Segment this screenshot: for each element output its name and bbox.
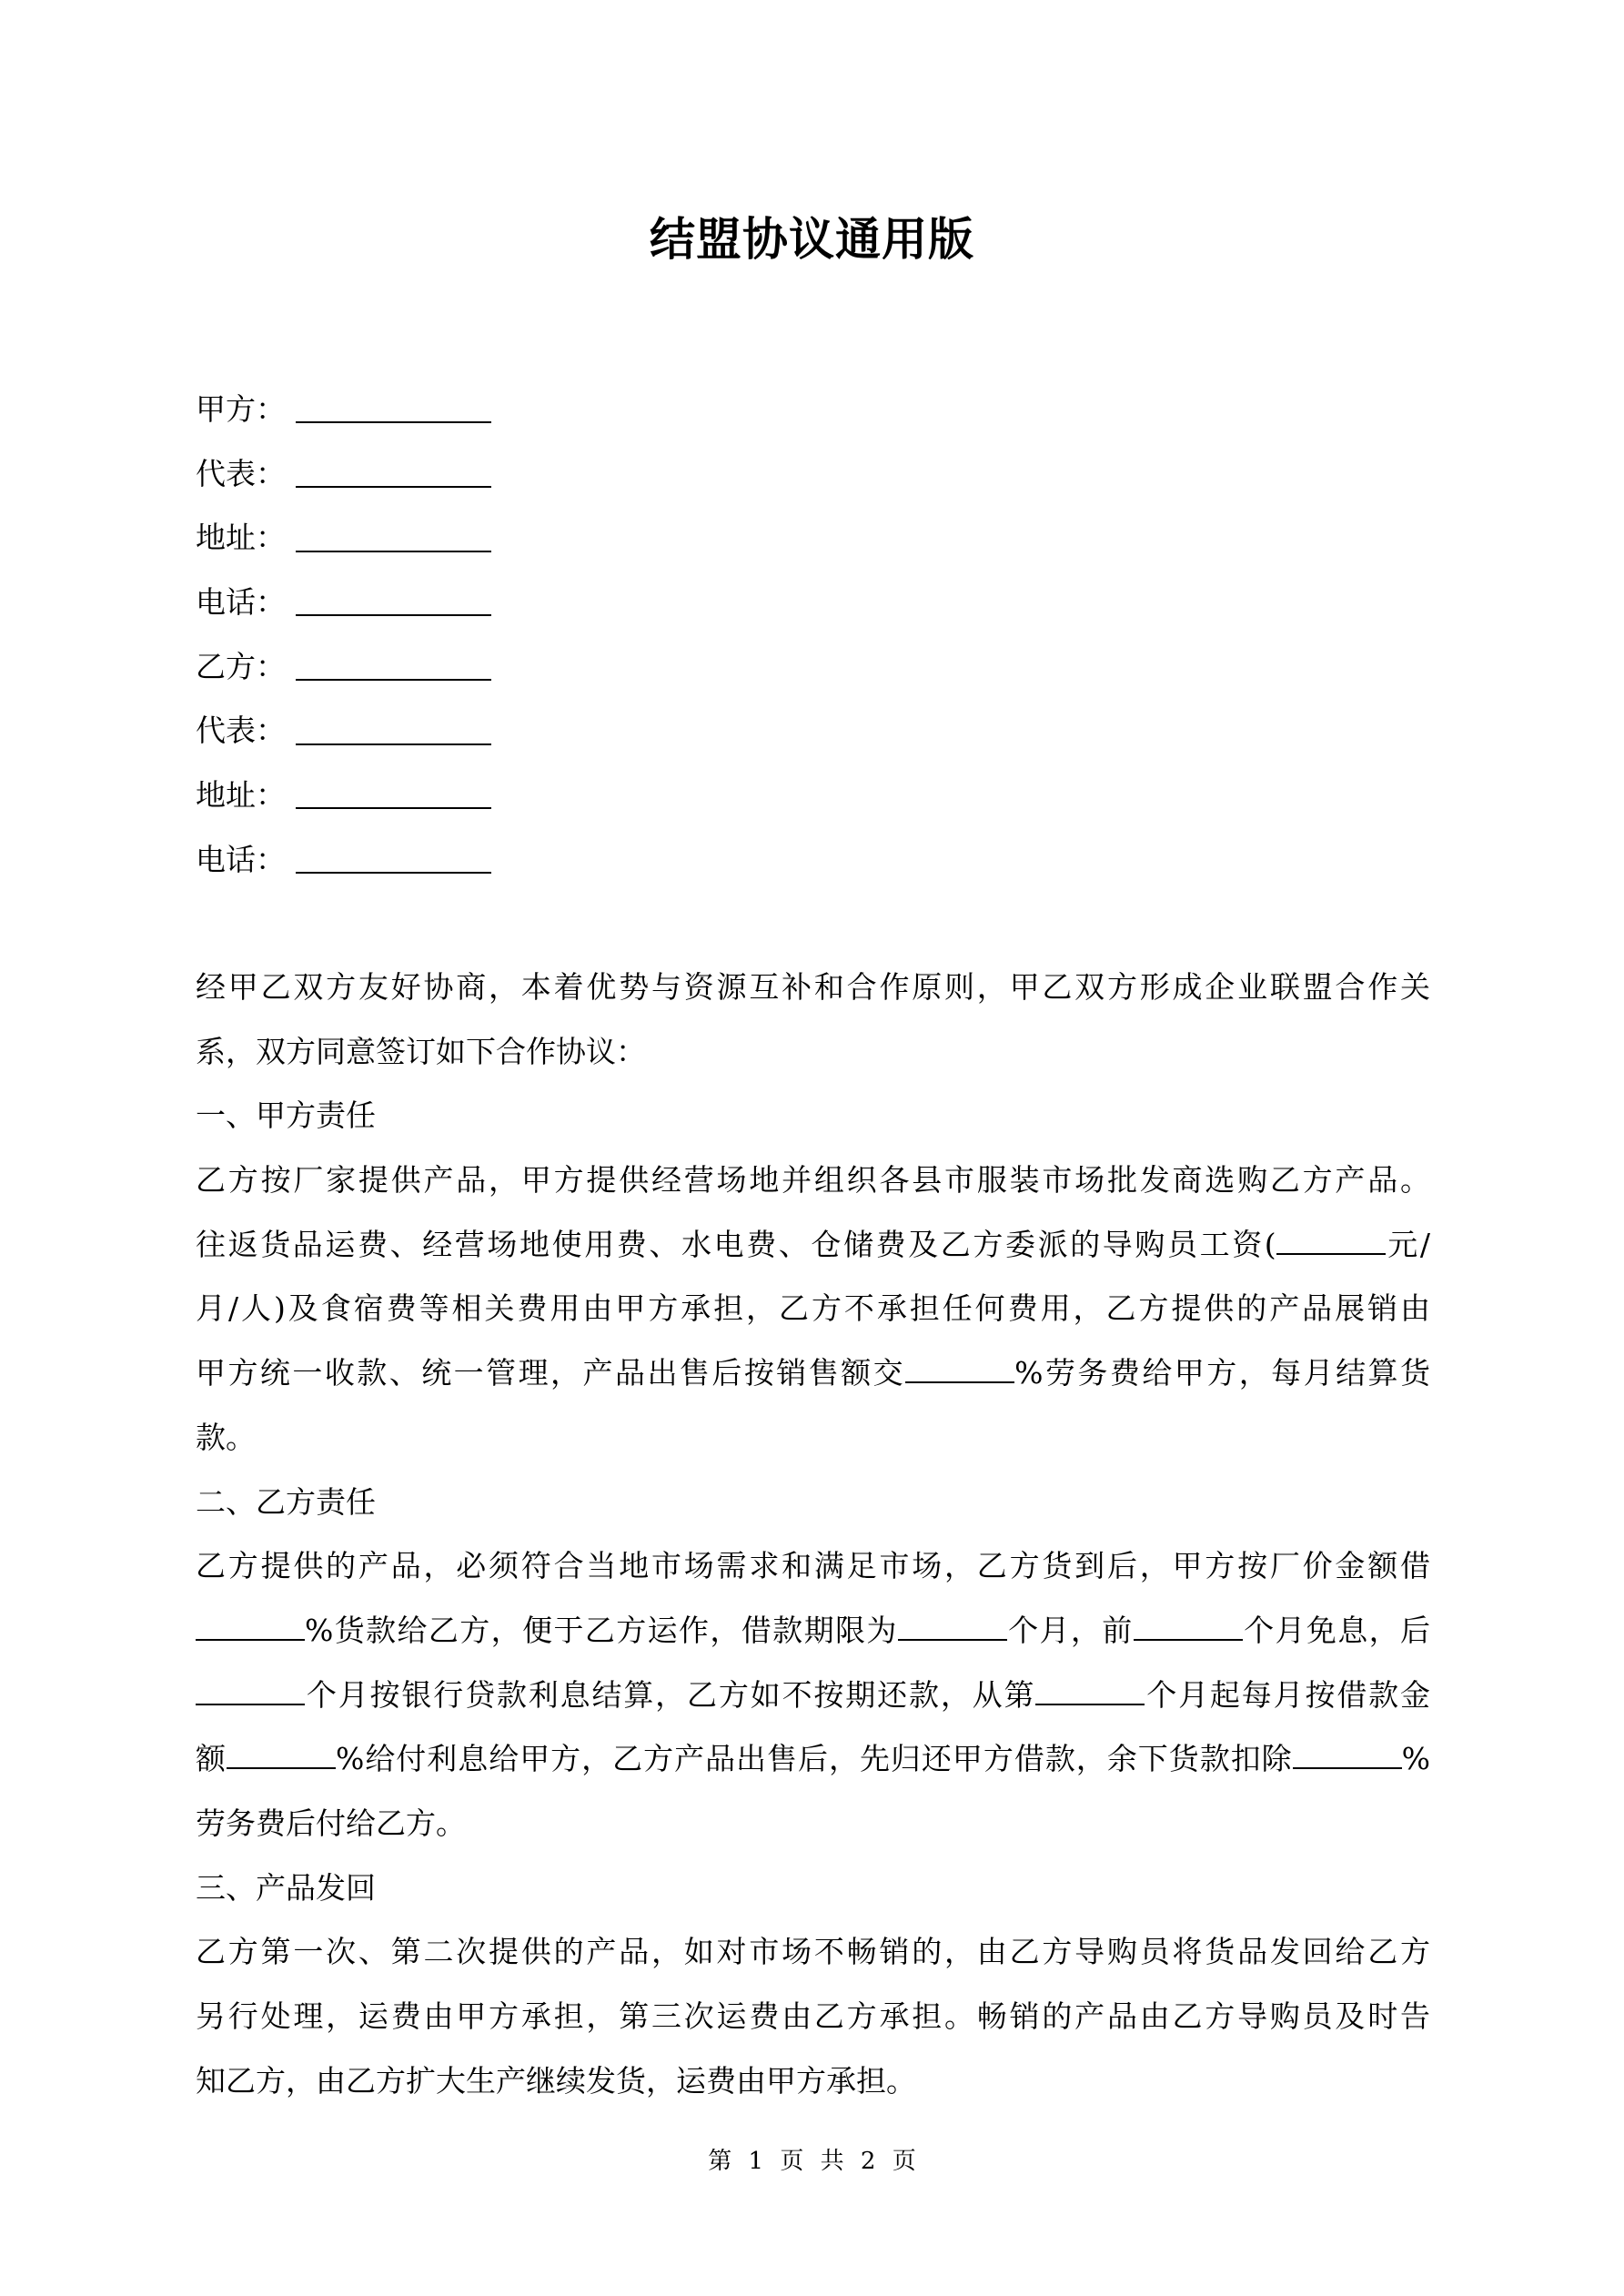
text-segment: 款。 [196, 1419, 256, 1455]
document-body [196, 956, 1430, 2113]
text-segment: 个月免息，后 [1242, 1612, 1431, 1648]
text-segment: 个月，前 [1006, 1612, 1134, 1648]
fill-in-blank[interactable] [296, 421, 491, 423]
text-line [196, 1664, 1430, 1728]
text-line [196, 1920, 1430, 1985]
text-segment: 劳务费后付给乙方。 [196, 1805, 466, 1841]
fill-in-blank[interactable] [196, 1680, 305, 1705]
party-fields [196, 378, 491, 893]
fill-in-blank[interactable] [1276, 1229, 1386, 1255]
field-label: 乙方： [196, 648, 286, 684]
field-label: 电话： [196, 841, 286, 877]
text-segment: %给付利息给甲方，乙方产品出售后，先归还甲方借款，余下货款扣除 [335, 1741, 1293, 1777]
fill-in-blank[interactable] [898, 1615, 1007, 1641]
fill-in-blank[interactable] [905, 1358, 1014, 1383]
party-field [196, 571, 491, 635]
text-segment: 个月按银行贷款利息结算，乙方如不按期还款，从第 [305, 1676, 1036, 1713]
text-line [196, 1341, 1430, 1406]
text-segment: 额 [196, 1741, 227, 1777]
field-label: 地址： [196, 777, 286, 814]
fill-in-blank[interactable] [296, 807, 491, 809]
party-field [196, 635, 491, 700]
party-field [196, 764, 491, 828]
text-segment: 月/人)及食宿费等相关费用由甲方承担，乙方不承担任何费用，乙方提供的产品展销由 [196, 1290, 1430, 1327]
party-field [196, 699, 491, 764]
text-line [196, 1599, 1430, 1664]
fill-in-blank[interactable] [1035, 1680, 1145, 1705]
text-segment: 乙方提供的产品，必须符合当地市场需求和满足市场，乙方货到后，甲方按厂价金额借 [196, 1548, 1430, 1584]
text-segment: 元/ [1385, 1226, 1431, 1262]
section-heading: 二、乙方责任 [196, 1483, 376, 1520]
text-segment: %货款给乙方，便于乙方运作，借款期限为 [305, 1612, 898, 1648]
text-segment: 往返货品运费、经营场地使用费、水电费、仓储费及乙方委派的导购员工资( [196, 1226, 1276, 1262]
fill-in-blank[interactable] [1293, 1744, 1402, 1769]
field-label: 代表： [196, 713, 286, 749]
fill-in-blank[interactable] [1134, 1615, 1243, 1641]
text-segment: 另行处理，运费由甲方承担，第三次运费由乙方承担。畅销的产品由乙方导购员及时告 [196, 1998, 1430, 2034]
field-label: 甲方： [196, 391, 286, 427]
section-heading: 一、甲方责任 [196, 1097, 376, 1134]
text-line [196, 1985, 1430, 2049]
fill-in-blank[interactable] [196, 1615, 305, 1641]
intro-line: 系，双方同意签订如下合作协议： [196, 1033, 646, 1069]
text-line [196, 1727, 1430, 1792]
text-line [196, 1148, 1430, 1213]
section-heading: 三、产品发回 [196, 1869, 376, 1906]
text-line [196, 1534, 1430, 1599]
text-line [196, 1213, 1430, 1278]
text-segment: 乙方按厂家提供产品，甲方提供经营场地并组织各县市服装市场批发商选购乙方产品。 [196, 1162, 1430, 1199]
field-label: 代表： [196, 455, 286, 491]
fill-in-blank[interactable] [296, 551, 491, 552]
text-line [196, 1277, 1430, 1341]
text-segment: % [1401, 1741, 1431, 1777]
party-field [196, 378, 491, 442]
field-label: 电话： [196, 584, 286, 621]
document-title: 结盟协议通用版 [650, 213, 974, 266]
party-field [196, 828, 491, 893]
party-field [196, 442, 491, 507]
field-label: 地址： [196, 520, 286, 556]
fill-in-blank[interactable] [227, 1744, 336, 1769]
intro-line: 经甲乙双方友好协商，本着优势与资源互补和合作原则，甲乙双方形成企业联盟合作关 [196, 969, 1430, 1005]
page-footer: 第 1 页 共 2 页 [708, 2148, 916, 2175]
party-field [196, 506, 491, 571]
fill-in-blank[interactable] [296, 679, 491, 681]
fill-in-blank[interactable] [296, 486, 491, 488]
fill-in-blank[interactable] [296, 872, 491, 874]
text-segment: 乙方第一次、第二次提供的产品，如对市场不畅销的，由乙方导购员将货品发回给乙方 [196, 1934, 1430, 1970]
fill-in-blank[interactable] [296, 614, 491, 616]
text-line [196, 2049, 1430, 2114]
text-segment: 甲方统一收款、统一管理，产品出售后按销售额交 [196, 1355, 906, 1391]
text-segment: 个月起每月按借款金 [1145, 1676, 1431, 1713]
text-segment: 知乙方，由乙方扩大生产继续发货，运费由甲方承担。 [196, 2062, 916, 2099]
text-line [196, 1406, 1430, 1471]
text-segment: %劳务费给甲方，每月结算货 [1014, 1355, 1431, 1391]
text-line [196, 1792, 1430, 1856]
fill-in-blank[interactable] [296, 743, 491, 745]
